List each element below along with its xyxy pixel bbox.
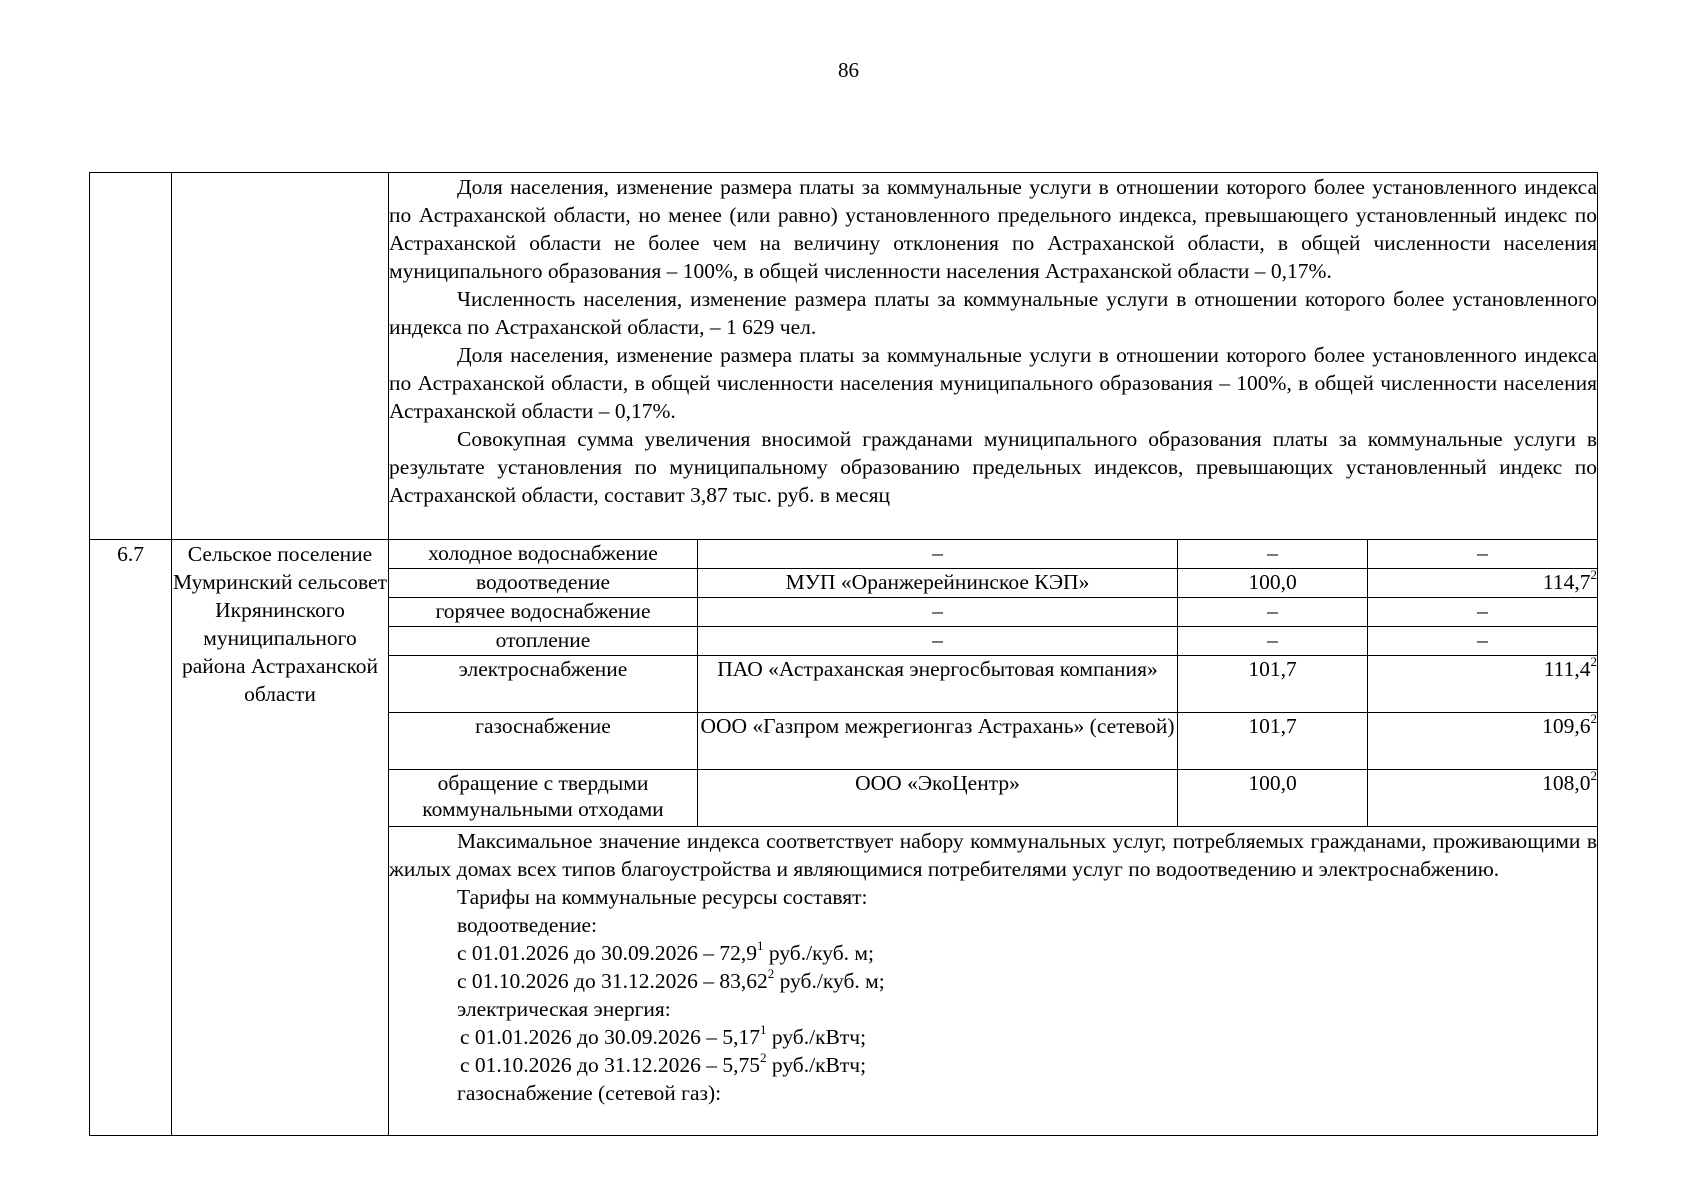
electricity-label: электрическая энергия:: [457, 997, 671, 1021]
footnote-mark: 2: [1590, 767, 1597, 783]
max-index-value: –: [1368, 627, 1598, 656]
footnote-mark: 1: [759, 1021, 767, 1037]
max-index-cell: [1368, 653, 1598, 713]
max-index-cell: [1368, 566, 1598, 598]
index-value: –: [1178, 598, 1368, 627]
index-value: –: [1178, 540, 1368, 569]
tariff-line: [389, 1023, 1597, 1051]
note-paragraph: Максимальное значение индекса соответствует набору коммунальных услуг, потребляемых гражданами, проживающими в жилых домах всех типов благоустройства и являющимися потребителями услуг по водоотведению и электроснабжению.: [389, 829, 1597, 881]
footnote-mark: 2: [1590, 710, 1597, 726]
gas-label: газоснабжение (сетевой газ):: [457, 1081, 722, 1105]
index-value: 100,0: [1178, 569, 1368, 598]
provider-name: ПАО «Астраханская энергосбытовая компания»: [698, 656, 1178, 713]
paragraph: Совокупная сумма увеличения вносимой гражданами муниципального образования платы за коммунальные услуги в результате установления по муниципальному образованию предельных индексов, превышающих установленный индекс по Астраханской области, составит 3,87 тыс. руб. в месяц: [389, 427, 1597, 507]
provider-name: ООО «ЭкоЦентр»: [698, 770, 1178, 827]
page-number: 86: [838, 58, 859, 82]
service-name: водоотведение: [389, 569, 698, 598]
tariff-period-value: с 01.10.2026 до 31.12.2026 – 5,75: [460, 1053, 760, 1077]
tariff-period-value: с 01.01.2026 до 30.09.2026 – 5,17: [460, 1025, 760, 1049]
tariff-period-value: с 01.01.2026 до 30.09.2026 – 72,9: [457, 941, 757, 965]
provider-name: ООО «Газпром межрегионгаз Астрахань» (сетевой): [698, 713, 1178, 770]
index-value: 100,0: [1178, 770, 1368, 827]
max-index-cell: [1368, 710, 1598, 770]
paragraph: Доля населения, изменение размера платы за коммунальные услуги в отношении которого более установленного индекса по Астраханской области, в общей численности населения муниципального образования – 100%, в общей численности населения Астраханской области – 0,17%.: [389, 343, 1597, 423]
continuation-row: [90, 173, 1598, 540]
max-index-value: –: [1368, 598, 1598, 627]
service-name: газоснабжение: [389, 713, 698, 770]
paragraph: Доля населения, изменение размера платы за коммунальные услуги в отношении которого более установленного индекса по Астраханской области, но менее (или равно) установленного предельного индекса, превышающего установленный индекс по Астраханской области не более чем на величину отклонения по Астраханской области, в общей численности населения муниципального образования – 100%, в общей численности населения Астраханской области – 0,17%.: [389, 175, 1597, 283]
tariff-line: [389, 967, 1597, 995]
footnote-mark: 1: [756, 937, 764, 953]
provider-name: МУП «Оранжерейнинское КЭП»: [698, 569, 1178, 598]
footnote-mark: 2: [1590, 653, 1597, 669]
index-value: 101,7: [1178, 713, 1368, 770]
tariff-unit: руб./кВтч;: [766, 1025, 867, 1049]
region-cell-empty: [172, 173, 389, 540]
footnote-mark: 2: [759, 1049, 767, 1065]
region-name: Сельское поселение Мумринский сельсовет Икрянинского муниципального района Астраханской области: [172, 540, 389, 1136]
max-index-value: –: [1368, 540, 1598, 569]
service-name: холодное водоснабжение: [389, 540, 698, 569]
max-index-cell: [1368, 767, 1598, 827]
footnote-mark: 2: [1590, 566, 1597, 582]
provider-name: –: [698, 540, 1178, 569]
tariff-index-table: [89, 172, 1598, 1136]
tariff-period-value: с 01.10.2026 до 31.12.2026 – 83,62: [457, 969, 768, 993]
max-index-value: 111,4: [1543, 657, 1591, 681]
water-disposal-label: водоотведение:: [457, 913, 597, 937]
provider-name: –: [698, 627, 1178, 656]
tariff-line: [389, 939, 1597, 967]
provider-name: –: [698, 598, 1178, 627]
index-value: 101,7: [1178, 656, 1368, 713]
tariff-unit: руб./куб. м;: [763, 941, 874, 965]
service-name: горячее водоснабжение: [389, 598, 698, 627]
index-value: –: [1178, 627, 1368, 656]
footnote-mark: 2: [767, 965, 775, 981]
section-number: 6.7: [90, 540, 172, 1136]
tariff-unit: руб./кВтч;: [766, 1053, 867, 1077]
note-text-cell: [389, 827, 1598, 1136]
number-cell-empty: [90, 173, 172, 540]
tariff-line: [389, 1051, 1597, 1079]
max-index-value: 114,7: [1542, 570, 1591, 594]
service-name: отопление: [389, 627, 698, 656]
service-name: электроснабжение: [389, 656, 698, 713]
max-index-value: 108,0: [1542, 771, 1591, 795]
tariffs-heading: Тарифы на коммунальные ресурсы составят:: [457, 885, 868, 909]
service-row: [90, 540, 1598, 569]
max-index-value: 109,6: [1542, 714, 1591, 738]
service-name: обращение с твердыми коммунальными отходами: [389, 770, 698, 827]
tariff-unit: руб./куб. м;: [774, 969, 885, 993]
paragraph: Численность населения, изменение размера платы за коммунальные услуги в отношении которого более установленного индекса по Астраханской области, – 1 629 чел.: [389, 287, 1597, 339]
continuation-text: [389, 173, 1598, 540]
